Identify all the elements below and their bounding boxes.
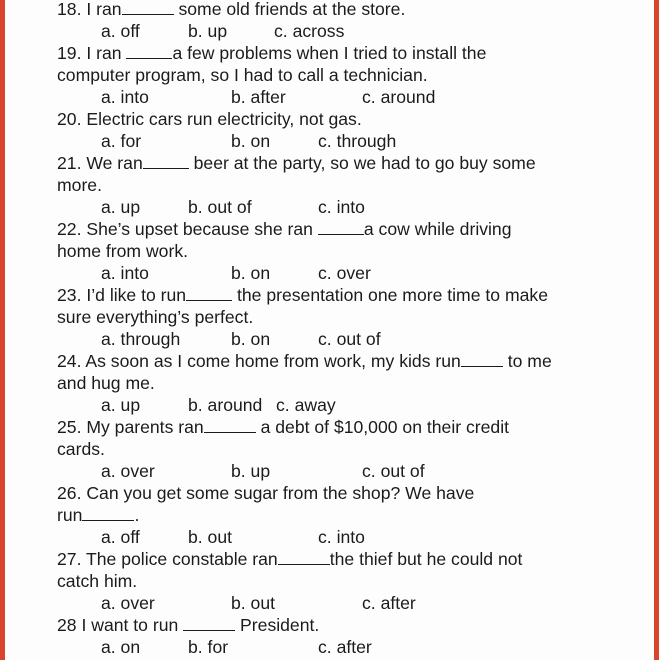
q20-option-c[interactable]: c. through — [318, 131, 397, 151]
q21-option-a[interactable]: a. up — [101, 197, 141, 217]
question-22: 22. She’s upset because she ran a cow while driving — [57, 219, 512, 239]
answer-blank[interactable] — [143, 153, 189, 169]
q24-option-c[interactable]: c. away — [276, 395, 336, 415]
q27-option-c[interactable]: c. after — [362, 593, 416, 613]
question-22-line-2: home from work. — [57, 241, 189, 261]
answer-blank[interactable] — [183, 615, 235, 631]
q28-option-c[interactable]: c. after — [318, 637, 372, 657]
answer-blank[interactable] — [461, 351, 503, 367]
q26-option-a[interactable]: a. off — [101, 527, 140, 547]
answer-blank[interactable] — [318, 219, 364, 235]
q27-option-b[interactable]: b. out — [231, 593, 276, 613]
question-26-line-2: run . — [57, 505, 140, 525]
q18-option-a[interactable]: a. off — [101, 21, 140, 41]
answer-blank[interactable] — [82, 505, 134, 521]
q20-option-b[interactable]: b. on — [231, 131, 271, 151]
q27-option-a[interactable]: a. over — [101, 593, 155, 613]
q26-option-c[interactable]: c. into — [318, 527, 365, 547]
question-24-line-2: and hug me. — [57, 373, 155, 393]
q25-option-b[interactable]: b. up — [231, 461, 271, 481]
q22-option-a[interactable]: a. into — [101, 263, 149, 283]
question-21: 21. We ran beer at the party, so we had to go buy some — [57, 153, 536, 173]
question-23-line-2: sure everything’s perfect. — [57, 307, 254, 327]
q24-option-b[interactable]: b. around — [188, 395, 263, 415]
question-24: 24. As soon as I come home from work, my kids run to me — [57, 351, 552, 371]
q25-option-c[interactable]: c. out of — [362, 461, 425, 481]
q25-option-a[interactable]: a. over — [101, 461, 155, 481]
question-27: 27. The police constable ran the thief but he could not — [57, 549, 523, 569]
answer-blank[interactable] — [126, 43, 172, 59]
question-25: 25. My parents ran a debt of $10,000 on their credit — [57, 417, 510, 437]
q23-option-c[interactable]: c. out of — [318, 329, 381, 349]
question-19: 19. I ran a few problems when I tried to install the — [57, 43, 487, 63]
q24-option-a[interactable]: a. up — [101, 395, 141, 415]
question-19-line-2: computer program, so I had to call a technician. — [57, 65, 428, 85]
q18-option-c[interactable]: c. across — [274, 21, 345, 41]
question-18: 18. I ran some old friends at the store. — [57, 0, 406, 19]
answer-blank[interactable] — [122, 0, 174, 15]
q18-option-b[interactable]: b. up — [188, 21, 228, 41]
q21-option-b[interactable]: b. out of — [188, 197, 252, 217]
answer-blank[interactable] — [186, 285, 232, 301]
question-26: 26. Can you get some sugar from the shop? We have — [57, 483, 475, 503]
q22-option-c[interactable]: c. over — [318, 263, 371, 283]
q28-option-a[interactable]: a. on — [101, 637, 141, 657]
q23-option-a[interactable]: a. through — [101, 329, 181, 349]
q26-option-b[interactable]: b. out — [188, 527, 233, 547]
question-25-line-2: cards. — [57, 439, 105, 459]
question-21-line-2: more. — [57, 175, 102, 195]
question-27-line-2: catch him. — [57, 571, 138, 591]
question-28: 28 I want to run President. — [57, 615, 320, 635]
q21-option-c[interactable]: c. into — [318, 197, 365, 217]
q19-option-b[interactable]: b. after — [231, 87, 286, 107]
q22-option-b[interactable]: b. on — [231, 263, 271, 283]
q28-option-b[interactable]: b. for — [188, 637, 229, 657]
question-23: 23. I’d like to run the presentation one more time to make — [57, 285, 548, 305]
q20-option-a[interactable]: a. for — [101, 131, 142, 151]
q19-option-a[interactable]: a. into — [101, 87, 149, 107]
q23-option-b[interactable]: b. on — [231, 329, 271, 349]
q19-option-c[interactable]: c. around — [362, 87, 436, 107]
question-20: 20. Electric cars run electricity, not gas. — [57, 109, 362, 129]
answer-blank[interactable] — [278, 549, 330, 565]
answer-blank[interactable] — [204, 417, 256, 433]
